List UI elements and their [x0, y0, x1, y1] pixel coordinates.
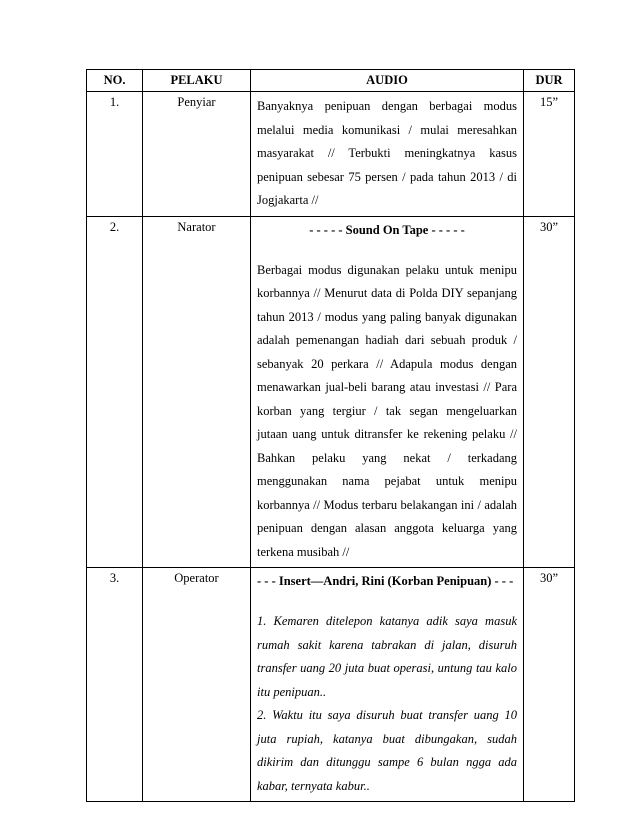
- row-audio: [251, 568, 524, 802]
- row-pelaku: Penyiar: [143, 92, 251, 217]
- header-row: [87, 70, 575, 92]
- row-audio: [251, 92, 524, 217]
- table-row: [87, 216, 575, 568]
- script-table: [86, 69, 575, 802]
- row-dur: 15”: [524, 92, 575, 217]
- header-dur: DUR: [524, 70, 575, 92]
- row-audio: [251, 216, 524, 568]
- audio-text: Berbagai modus digunakan pelaku untuk menipu korbannya // Menurut data di Polda DIY sepanjang tahun 2013 / modus yang paling banyak digunakan adalah pemenangan hadiah dari sebuah produk / sebanyak 20 perkara // Adapula modus dengan menawarkan jual-beli barang atau investasi // Para korban yang tergiur / tak segan mengeluarkan jutaan uang untuk ditransfer ke rekening pelaku // Bahkan pelaku yang nekat / terkadang menggunakan nama pejabat untuk menipu korbannya // Modus terbaru belakangan ini / adalah penipuan dengan alasan anggota keluarga yang terkena musibah //: [257, 262, 517, 559]
- header-no: NO.: [87, 70, 143, 92]
- insert-quote-2: 2. Waktu itu saya disuruh buat transfer uang 10 juta rupiah, katanya buat dibungakan, sudah dikirim dan ditunggu sampe 6 bulan ngga ada kabar, ternyata kabur..: [257, 708, 517, 793]
- insert-heading: - - - Insert—Andri, Rini (Korban Penipuan) - - -: [257, 574, 514, 588]
- row-dur: 30”: [524, 216, 575, 568]
- table-row: [87, 92, 575, 217]
- sound-on-tape-heading: - - - - - Sound On Tape - - - - -: [309, 222, 465, 237]
- row-no: 1.: [87, 92, 143, 217]
- row-no: 2.: [87, 216, 143, 568]
- table-row: [87, 568, 575, 802]
- header-audio: AUDIO: [251, 70, 524, 92]
- row-dur: 30”: [524, 568, 575, 802]
- row-no: 3.: [87, 568, 143, 802]
- row-pelaku: Narator: [143, 216, 251, 568]
- header-pelaku: PELAKU: [143, 70, 251, 92]
- audio-text: Banyaknya penipuan dengan berbagai modus melalui media komunikasi / mulai meresahkan masyarakat // Terbukti meningkatnya kasus penipuan sebesar 75 persen / pada tahun 2013 / di Jogjakarta //: [257, 99, 517, 207]
- row-pelaku: Operator: [143, 568, 251, 802]
- insert-quote-1: 1. Kemaren ditelepon katanya adik saya masuk rumah sakit karena tabrakan di jalan, disuruh transfer uang 20 juta buat operasi, untung tau kalo itu penipuan..: [257, 614, 517, 699]
